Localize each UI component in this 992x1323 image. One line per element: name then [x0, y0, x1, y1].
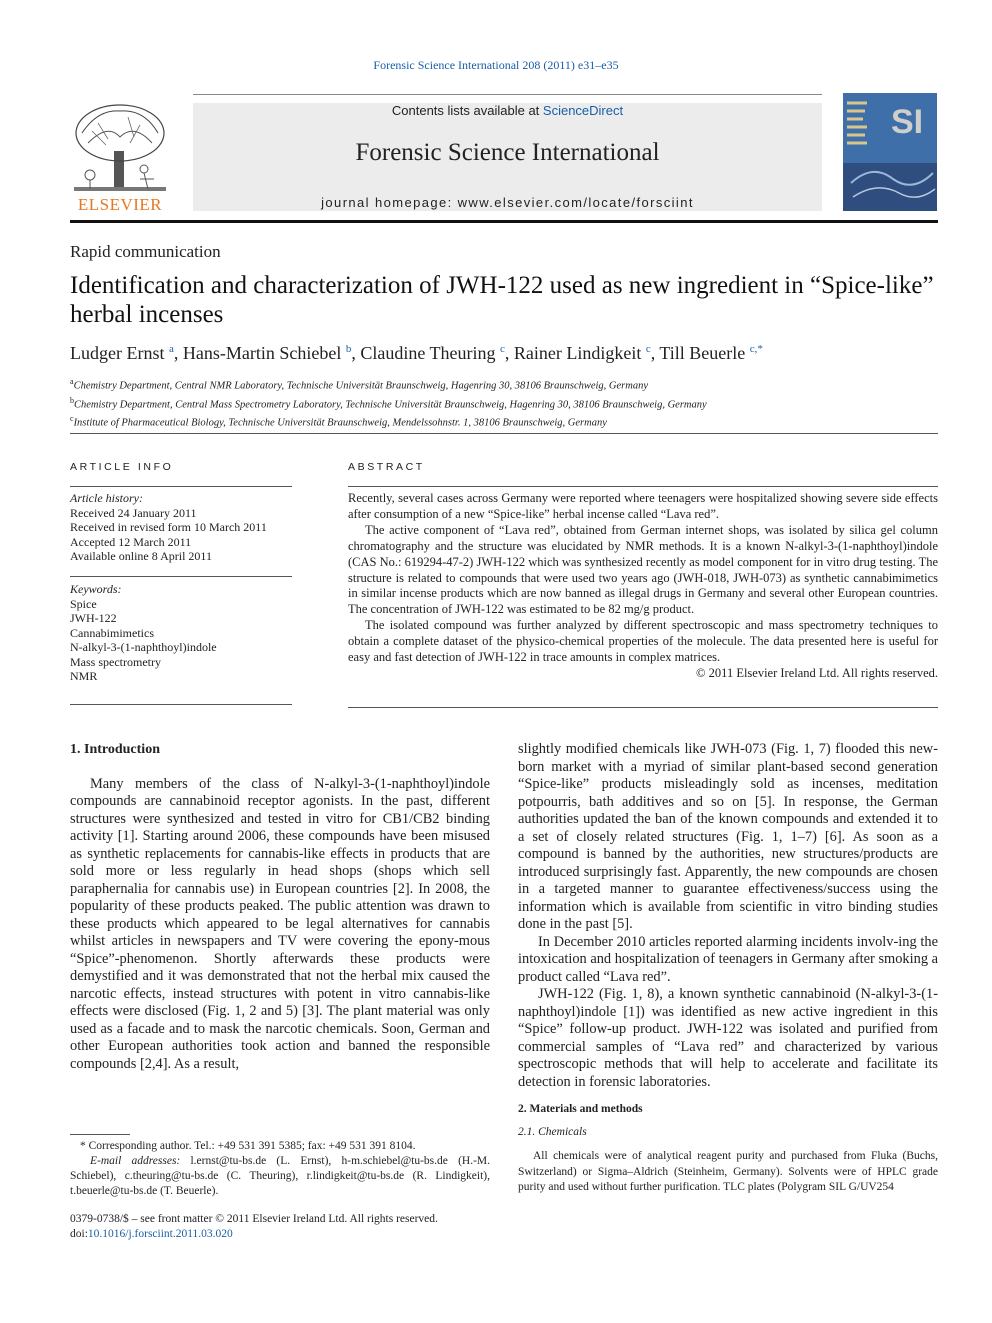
author-affiliation-mark[interactable]: b [345, 343, 352, 355]
issn-line: 0379-0738/$ – see front matter © 2011 Elsevier Ireland Ltd. All rights reserved. [70, 1213, 438, 1225]
affiliation-text: Chemistry Department, Central Mass Spectrometry Laboratory, Technische Universität Braunschweig, Hagenring 30, 38106 Braunschweig, Germany [74, 399, 707, 410]
journal-citation[interactable]: Forensic Science International 208 (2011) e31–e35 [373, 58, 619, 72]
left-column [70, 741, 490, 1073]
affiliation-c [70, 412, 938, 431]
doi-link[interactable]: 10.1016/j.forsciint.2011.03.020 [87, 1228, 233, 1240]
corresponding-author-note: * Corresponding author. Tel.: +49 531 391 5385; fax: +49 531 391 8104. [80, 1140, 416, 1152]
author-list: Ludger Ernst $^a$, Hans-Martin Schiebel $^b$, Claudine Theuring $^c$, Rainer Lindigkeit $^c$, Till Beuerle $^{c,*}$ [70, 343, 763, 363]
intro-paragraph: JWH-122 (Fig. 1, 8), a known synthetic cannabinoid (N-alkyl-3-(1-naphthoyl)indole [1]) was identified as new active ingredient in this “Spice” follow-up product. JWH-122 was isolated and purified from commercial samples of “Lava red” and characterized by various spectroscopic methods that will help to accelerate and facilitate its detection in forensic laboratories. [518, 986, 938, 1090]
email-label: E-mail addresses: [90, 1155, 181, 1167]
keyword: N-alkyl-3-(1-naphthoyl)indole [70, 640, 217, 654]
front-matter [70, 1212, 490, 1242]
header-rule [70, 220, 938, 223]
abstract-paragraph: Recently, several cases across Germany were reported where teenagers were hospitalized showing severe side effects after consumption of a new “Spice-like” herbal incense called “Lava red”. [348, 491, 938, 521]
abstract-rule [348, 486, 938, 487]
author-affiliation-mark[interactable]: c [645, 343, 651, 355]
svg-text:SI: SI [891, 103, 924, 141]
author: Hans-Martin Schiebel [182, 343, 342, 363]
author: Rainer Lindigkeit [513, 343, 642, 363]
abstract-paragraph: The isolated compound was further analyzed by different spectroscopic and mass spectrometry techniques to obtain a complete dataset of the physico-chemical properties of the molecule. The data presented here is useful for easy and fast detection of JWH-122 in trace amounts in complex matrices. [348, 618, 938, 665]
contents-line [193, 103, 822, 118]
history-item: Accepted 12 March 2011 [70, 534, 192, 549]
keywords-rule [70, 576, 292, 577]
author: Ludger Ernst [70, 343, 165, 363]
history-label: Article history: [70, 491, 143, 505]
journal-title: Forensic Science International [355, 139, 660, 166]
keyword: NMR [70, 669, 98, 683]
methods-heading: 2. Materials and methods [518, 1103, 643, 1115]
info-bottom-rule [70, 704, 292, 705]
introduction-heading: 1. Introduction [70, 742, 160, 757]
author-affiliation-mark[interactable]: c,* [749, 343, 763, 355]
affiliation-text: Institute of Pharmaceutical Biology, Technische Universität Braunschweig, Mendelssohnstr. 1, 38106 Braunschweig, Germany [73, 417, 607, 429]
elsevier-logo [68, 103, 172, 215]
abstract-bottom-rule [348, 707, 938, 708]
elsevier-tree-icon [68, 103, 172, 195]
journal-banner [193, 103, 822, 211]
affiliation-mark: a [70, 377, 74, 386]
footnote-rule [70, 1134, 130, 1135]
affiliation-b [70, 394, 938, 413]
spacer [70, 759, 490, 776]
article-type: Rapid communication [70, 242, 221, 261]
right-column [518, 741, 938, 1091]
email-list[interactable]: l.ernst@tu-bs.de (L. Ernst), h-m.schiebel@tu-bs.de (H.-M. Schiebel), c.theuring@tu-bs.de (C. Theuring), r.lindigkeit@tu-bs.de (R. Lindigkeit), t.beuerle@tu-bs.de (T. Beuerle). [70, 1155, 491, 1197]
footnotes [70, 1139, 490, 1199]
author-affiliation-mark[interactable]: a [168, 343, 174, 355]
author: Claudine Theuring [360, 343, 496, 363]
abstract-copyright: © 2011 Elsevier Ireland Ltd. All rights reserved. [696, 665, 938, 680]
abstract-heading: ABSTRACT [348, 461, 425, 473]
sciencedirect-link[interactable]: ScienceDirect [542, 103, 624, 118]
keyword: Spice [70, 596, 97, 611]
chemicals-subheading: 2.1. Chemicals [518, 1126, 587, 1138]
intro-paragraph: In December 2010 articles reported alarming incidents involv-ing the intoxication and hospitalization of teenagers in Germany after smoking a product called “Lava red”. [518, 933, 938, 985]
journal-cover-image [843, 93, 937, 211]
author-affiliation-mark[interactable]: c [499, 343, 505, 355]
affiliation-text: Chemistry Department, Central NMR Laboratory, Technische Universität Braunschweig, Hagenring 30, 38106 Braunschweig, Germany [73, 380, 649, 392]
history-item: Available online 8 April 2011 [70, 549, 212, 563]
elsevier-wordmark: ELSEVIER [77, 195, 163, 214]
affiliation-mark: c [70, 414, 74, 423]
article-info-heading: ARTICLE INFO [70, 461, 174, 473]
intro-paragraph-continued: slightly modified chemicals like JWH-073 (Fig. 1, 7) flooded this new-born market with a myriad of similar plant-based second generation “Spice-like” products misleadingly sold as incenses, meditation potpourris, bath additives and so on [5]. In response, the German authorities updated the ban of the known compounds and extended it to a set of closely related structures (Fig. 1, 1–7) [6]. As soon as a compound is banned by the authorities, new structures/products are introduced surprisingly fast. Apparently, the new compounds are chosen in a targeted manner to guarantee effectiveness/success using the information which is available from scientific in vitro binding studies done in the past [5]. [518, 741, 938, 932]
article-title: Identification and characterization of JWH-122 used as new ingredient in “Spice-like” herbal incenses [70, 272, 934, 328]
intro-paragraph: Many members of the class of N-alkyl-3-(1-naphthoyl)indole compounds are cannabinoid receptor agonists. In the past, different structures were synthesized and tested in vitro for CB1/CB2 binding activity [1]. Starting around 2006, these compounds have been misused as synthetic replacements for cannabis-like effects in products that are sold more or less regularly in head shops (shops which sell paraphernalia for cannabis use) in European countries [2]. In 2008, the popularity of these products peaked. The public attention was drawn to these products which appeared to be legal alternatives for cannabis whilst articles in newspapers and TV were covering the epony-mous “Spice”-phenomenon. Shortly afterwards these products were demystified and it was demonstrated that not the herbal mix caused the narcotic effects, instead structures with potent in vitro cannabis-like effects were disclosed (Fig. 1, 2 and 5) [3]. The plant material was only used as a facade and to mask the narcotic chemicals. Soon, German and other European authorities took action and banned the responsible compounds [2,4]. As a result, [70, 775, 490, 1072]
author: Till Beuerle [659, 343, 746, 363]
doi-line [70, 1227, 490, 1242]
abstract-paragraph: The active component of “Lava red”, obtained from German internet shops, was isolated by silica gel column chromatography and the structure was elucidated by NMR methods. It is a known N-alkyl-3-(1-naphthoyl)indole (CAS No.: 619294-47-2) JWH-122 which was synthesized recently as model component for in vitro drug testing. The structure is related to compounds that were used two years ago (JWH-018, JWH-073) as synthetic cannabimimetics in similar incense products which are now banned as illegal drugs in Germany and several other European countries. The concentration of JWH-122 was estimated to be 82 mg/g product. [348, 522, 938, 617]
keyword: JWH-122 [70, 611, 117, 625]
article-history [70, 491, 292, 564]
journal-homepage [193, 195, 822, 210]
email-footnote [70, 1154, 490, 1199]
cover-art [843, 93, 937, 211]
keyword: Mass spectrometry [70, 654, 161, 669]
homepage-url[interactable]: www.elsevier.com/locate/forsciint [457, 195, 694, 210]
homepage-prefix: journal homepage: [321, 195, 458, 210]
section-rule [70, 433, 938, 434]
affiliations [70, 375, 938, 431]
article-info-rule [70, 486, 292, 487]
affiliation-mark: b [70, 395, 74, 405]
abstract-body [348, 491, 938, 682]
contents-prefix: Contents lists available at [391, 103, 543, 118]
keyword: Cannabimimetics [70, 625, 154, 640]
history-item: Received 24 January 2011 [70, 505, 197, 520]
history-item: Received in revised form 10 March 2011 [70, 520, 267, 534]
banner-rule [193, 94, 822, 95]
methods-paragraph: All chemicals were of analytical reagent purity and purchased from Fluka (Buchs, Switzerland) or Sigma–Aldrich (Steinheim, Germany). Solvents were of HPLC grade purity and used without further purification. TLC plates (Polygram SIL G/UV254 [518, 1150, 938, 1193]
affiliation-a [70, 375, 938, 394]
doi-prefix: doi: [70, 1228, 88, 1240]
keywords-label: Keywords: [70, 582, 122, 596]
keywords [70, 582, 292, 684]
